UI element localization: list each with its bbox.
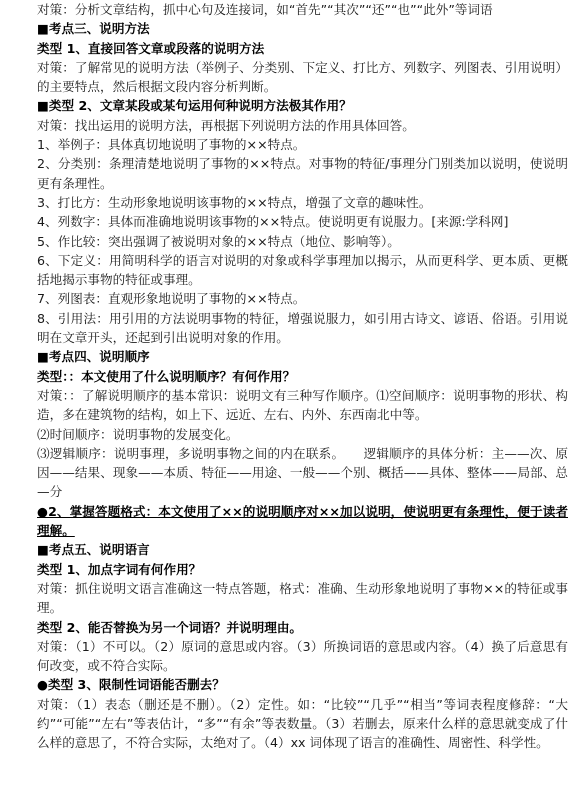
- text-line: 类型 1、直接回答文章或段落的说明方法: [37, 40, 265, 56]
- text-line: ■考点五、说明语言: [37, 542, 150, 558]
- text-line: 7、列图表：直观形象地说明了事物的××特点。: [37, 291, 306, 307]
- text-line: 6、下定义：用简明科学的语言对说明的对象或科学事理加以揭示，从而更科学、更本质、更概括地揭示事物的特征或事理。: [37, 252, 568, 288]
- text-line: 对策：：了解说明顺序的基本常识：说明文有三种写作顺序。⑴空间顺序：说明事物的形状、构造，多在建筑物的结构，如上下、远近、左右、内外、东西南北中等。: [37, 387, 568, 423]
- text-line: 3、打比方：生动形象地说明该事物的××特点，增强了文章的趣味性。: [37, 194, 432, 210]
- text-line: 对策：抓住说明文语言准确这一特点答题，格式：准确、生动形象地说明了事物××的特征或事理。: [37, 580, 568, 616]
- text-line: 1、举例子：具体真切地说明了事物的××特点。: [37, 137, 306, 153]
- text-line: ■类型 2、文章某段或某句运用何种说明方法极其作用？: [37, 98, 352, 114]
- text-line: 对策：（1）不可以。（2）原词的意思或内容。（3）所换词语的意思或内容。（4）换了后意思有何改变，或不符合实际。: [37, 638, 568, 674]
- text-line: 4、列数字：具体而准确地说明该事物的××特点。使说明更有说服力。[来源:学科网]: [37, 214, 509, 230]
- text-line: 5、作比较：突出强调了被说明对象的××特点（地位、影响等）。: [37, 233, 400, 249]
- text-line: ■考点四、说明顺序: [37, 349, 150, 365]
- text-line: ⑶逻辑顺序：说明事理，多说明事物之间的内在联系。 逻辑顺序的具体分析：主——次、原因——结果、现象——本质、特征——用途、一般——个别、概括——具体、整体——局部、总—分: [37, 445, 568, 500]
- text-line: ●类型 3、限制性词语能否删去？: [37, 677, 225, 693]
- text-line: 8、引用法：用引用的方法说明事物的特征，增强说服力，如引用古诗文、谚语、俗语。引用说明在文章开头，还起到引出说明对象的作用。: [37, 310, 568, 346]
- text-line: 对策：（1）表态（删还是不删）。（2）定性。如：“比较”“几乎”“相当”等词表程度修辞：“大约”“可能”“左右”等表估计，“多”“有余”等表数量。（3）若删去，原来什么样的意思就变成了什么样的意思了，不符合实际，太绝对了。（4）xx 词体现了语言的准确性、周密性、科学性。: [37, 696, 568, 751]
- text-line: 类型：：本文使用了什么说明顺序？有何作用？: [37, 368, 296, 384]
- text-line: ⑵时间顺序：说明事物的发展变化。: [37, 426, 239, 442]
- text-line: 对策：分析文章结构，抓中心句及连接词，如“首先”“其次”“还”“也”“此外”等词语: [37, 2, 493, 17]
- text-line: 对策：了解常见的说明方法（举例子、分类别、下定义、打比方、列数字、列图表、引用说明）的主要特点，然后根据文段内容分析判断。: [37, 59, 568, 95]
- text-line: 类型 2、能否替换为另一个词语？并说明理由。: [37, 619, 303, 635]
- text-line: 2、分类别：条理清楚地说明了事物的××特点。对事物的特征/事理分门别类加以说明，使说明更有条理性。: [37, 156, 568, 191]
- text-line: 对策：找出运用的说明方法，再根据下列说明方法的作用具体回答。: [37, 117, 415, 133]
- text-line: 类型 1、加点字词有何作用？: [37, 561, 202, 577]
- text-line: ■考点三、说明方法: [37, 21, 150, 37]
- text-line: ●2、掌握答题格式：本文使用了××的说明顺序对××加以说明，使说明更有条理性，便于读者理解。: [37, 503, 568, 539]
